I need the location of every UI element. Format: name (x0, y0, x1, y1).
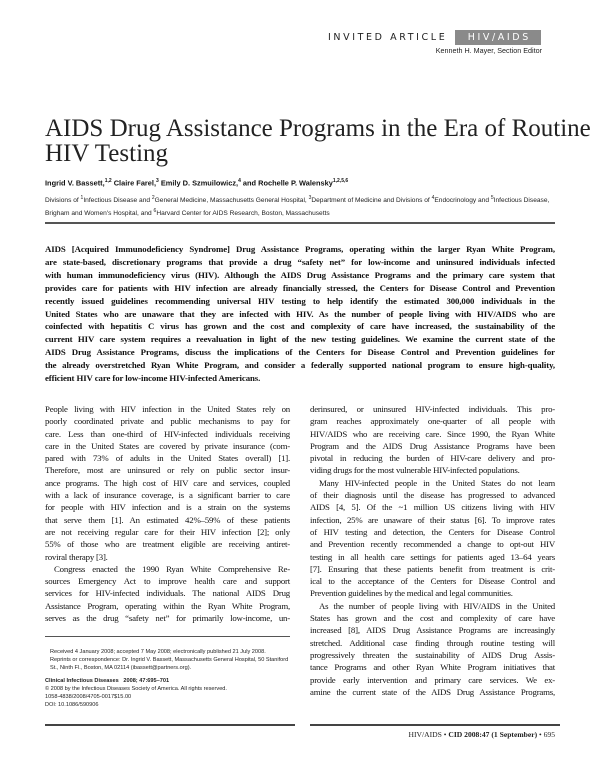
body-line: Program and the AIDS Drug Assistance Programs have been (310, 440, 555, 451)
author-affiliation-marker: 1,2 (104, 178, 112, 184)
body-line: amine the current state of the AIDS Drug Assistance Programs, (310, 686, 555, 697)
abstract-line: recently issued guidelines recommending universal HIV testing to help identify the estimated 300,000 individuals in the (45, 295, 555, 306)
footnotes (45, 648, 292, 709)
affiliation-text: Department of Medicine and Divisions of (311, 197, 432, 205)
author-affiliation-marker: 4 (238, 178, 241, 184)
body-line: progressively threaten the sustainability of AIDS Drug Assis- (310, 649, 555, 660)
page-number: 695 (543, 730, 555, 739)
body-line: pared with 73% of adults in the United States overall) [1]. (45, 453, 290, 464)
body-line: Assistance Program, operating within the Ryan White Program, (45, 600, 290, 611)
abstract-line: AIDS Drug Assistance Programs, discuss the implications of the Centers for Disease Control and Prevention guidelines for (45, 347, 555, 358)
divider (310, 724, 560, 726)
affiliation-marker: 4 (431, 195, 435, 201)
affiliation-text: General Medicine, Massachusetts General Hospital, (154, 197, 309, 205)
body-column-right (310, 403, 555, 698)
body-line: that serve them [1]. An estimated 42%–59% of these patients (45, 514, 290, 525)
body-line: care in the United States are covered by private insurance (com- (45, 440, 290, 451)
author-name: Emily D. Szmuilowicz, (158, 178, 239, 188)
journal-citation (45, 677, 292, 685)
body-line: [7]. Ensuring that these patients benefit from treatment is crit- (310, 563, 555, 574)
author-affiliation-marker: 1,2,5,6 (332, 178, 349, 184)
body-line: 55% of those who are treatment eligible are receiving antiret- (45, 539, 290, 550)
affiliation-marker: 5 (490, 195, 494, 201)
journal-name: Clinical Infectious Diseases (45, 677, 119, 684)
body-line: As the number of people living with HIV/AIDS in the United (319, 600, 555, 611)
body-line: roviral therapy [3]. (45, 551, 108, 562)
footer-separator: • (441, 730, 449, 739)
body-line: Therefore, most are uninsured or rely on public sector insur- (45, 465, 290, 476)
affiliation-marker: 6 (153, 208, 157, 215)
abstract-line: provides care for patients with HIV infection are already financially stressed, the Centers for Disease Control and Prevention (45, 282, 555, 293)
abstract-line: AIDS [Acquired Immunodeficiency Syndrome] Drug Assistance Programs, operating within the larger Ryan White Program, (45, 244, 555, 254)
article-header (328, 30, 541, 45)
body-line: with a lack of insurance coverage, is a significant barrier to care (45, 490, 290, 501)
body-line: sources Emergency Act to improve health care and support (45, 576, 290, 587)
body-line: increased [8], AIDS Drug Assistance Programs are increasingly (310, 625, 555, 636)
body-line: ance programs. The high cost of HIV care and services, coupled (45, 477, 290, 488)
abstract-line: the already overstretched Ryan White Program, and consider a federally supported national program to ensure high-quality, (45, 360, 555, 371)
body-line: derinsured, or uninsured HIV-infected individuals. This pro- (310, 404, 555, 414)
body-line: Prevention guidelines by the medical and legal communities. (310, 588, 513, 599)
article-title (45, 115, 591, 167)
title-line: AIDS Drug Assistance Programs in the Era of Routine (45, 115, 591, 142)
divider (45, 222, 555, 224)
abstract-line: coinfected with hepatitis C virus has grown and the cost and complexity of care have increased, the sustainability of the (45, 321, 555, 332)
copyright: © 2008 by the Infectious Diseases Society of America. All rights reserved. (45, 685, 227, 692)
affiliation-marker: 1 (80, 195, 84, 201)
body-line: viding drugs for the most vulnerable HIV-infected populations. (310, 465, 520, 476)
affiliation-text: Divisions of (45, 197, 81, 205)
author-name: and Rochelle P. Walensky (240, 178, 333, 188)
affiliation-text: Infectious Disease and (83, 197, 152, 205)
body-line: stretched. Additional case finding through routine testing will (310, 637, 555, 648)
body-line: AIDS [4, 5]. Of the ~1 million US citizens living with HIV (310, 502, 555, 513)
author-list (45, 178, 348, 187)
citation: 2008; 47:695–701 (123, 677, 170, 684)
affiliation-text: Infectious Disease, Brigham and Women's Hospital, and (45, 197, 550, 218)
body-line: infection, 25% are unaware of their status [6]. To improve rates (310, 514, 555, 525)
footnote-divider (45, 636, 290, 637)
body-line: provide early intervention and primary care services. We ex- (310, 674, 555, 685)
abstract-line: with human immunodeficiency virus (HIV). Although the AIDS Drug Assistance Programs and the primary care system that (45, 269, 555, 280)
abstract-line: efficient HIV care for low-income HIV-infected Americans. (45, 373, 261, 384)
body-column-left (45, 403, 290, 624)
body-line: States has grown and the cost and complexity of care have (310, 613, 555, 624)
title-line: HIV Testing (45, 140, 169, 167)
abstract (45, 243, 555, 385)
body-line: Many HIV-infected people in the United States do not learn (319, 477, 555, 488)
divider (45, 724, 295, 726)
doi: DOI: 10.1086/590906 (45, 702, 99, 709)
body-line: serves as the drug “safety net” for primarily low-income, un- (45, 613, 290, 624)
abstract-line: are state-based, discretionary programs that provide a drug “safety net” for low-income and uninsured individuals infected (45, 256, 555, 267)
body-line: are not receiving regular care for their HIV infection [2]; only (45, 526, 290, 537)
affiliation-text: Harvard Center for AIDS Research, Boston, Massachusetts (156, 210, 330, 218)
article-type-label: INVITED ARTICLE (328, 32, 448, 43)
body-line: of HIV testing and detection, the Centers for Disease Control (310, 526, 555, 537)
affiliations (45, 193, 557, 219)
section-badge: HIV/AIDS (455, 30, 541, 45)
issn: 1058-4838/2008/4705-0017$15.00 (45, 694, 132, 701)
body-line: for people with HIV infection and is a strain on the systems (45, 502, 290, 513)
author-name: Claire Farel, (111, 178, 157, 188)
page-footer (409, 730, 555, 739)
abstract-line: United States who are unaware that they are infected with HIV. As the number of people living with HIV/AIDS who are (45, 308, 555, 319)
body-line: People living with HIV infection in the United States rely on (45, 404, 290, 414)
section-editor: Kenneth H. Mayer, Section Editor (435, 46, 542, 55)
body-line: services for HIV-infected individuals. The national AIDS Drug (45, 588, 290, 599)
body-line: care. Less than one-third of HIV-infected individuals receiving (45, 428, 290, 439)
body-line: Congress enacted the 1990 Ryan White Comprehensive Re- (54, 563, 290, 574)
affiliation-marker: 3 (308, 195, 312, 201)
footer-citation: CID 2008:47 (1 September) (448, 730, 538, 739)
author-name: Ingrid V. Bassett, (45, 178, 105, 188)
body-line: poorly coordinated private and public mechanisms to pay for (45, 416, 290, 427)
reprints-info: Reprints or correspondence: Dr. Ingrid V. Bassett, Massachusetts General Hospital, 50 Staniford St., Ninth Fl., Boston, MA 02114 (ibassett@partners.org). (50, 657, 289, 672)
body-line: pivotal in reducing the burden of HIV-care delivery and pro- (310, 453, 555, 464)
body-line: gram reaches approximately one-quarter of all people with (310, 416, 555, 427)
footer-section: HIV/AIDS (408, 730, 442, 739)
affiliation-text: Endocrinology and (434, 197, 491, 205)
body-line: HIV/AIDS who are receiving care. Since 1990, the Ryan White (310, 428, 555, 439)
author-affiliation-marker: 3 (156, 178, 159, 184)
body-line: tance Programs and other Ryan White Program initiatives that (310, 662, 555, 673)
body-line: ical to the acceptance of the Centers for Disease Control and (310, 576, 555, 587)
body-line: and Prevention recently recommended a change to opt-out HIV (310, 539, 555, 550)
received-dates: Received 4 January 2008; accepted 7 May 2008; electronically published 21 July 2008. (50, 649, 266, 655)
body-line: of their diagnosis until the disease has progressed to advanced (310, 490, 555, 501)
body-line: testing in all health care settings for patients aged 13–64 years (310, 551, 555, 562)
affiliation-marker: 2 (151, 195, 155, 201)
abstract-line: current HIV care system requires a reevaluation in light of the new testing guidelines. We examine the current state of the (45, 334, 555, 345)
footer-separator: • (537, 730, 544, 739)
